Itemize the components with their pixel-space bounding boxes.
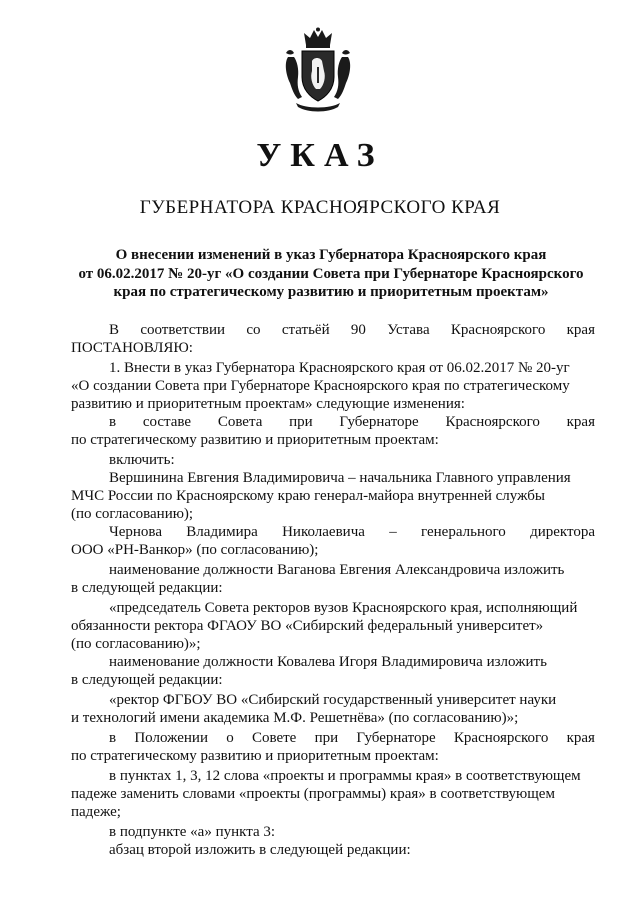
word: соответствии (140, 322, 226, 338)
word: Губернаторе (339, 414, 419, 430)
body-line: включить: (109, 452, 175, 468)
body-line: «председатель Совета ректоров вузов Красноярского края, исполняющий (109, 600, 578, 616)
body-line-justified (109, 729, 595, 748)
body-line: ООО «РН-Ванкор» (по согласованию); (71, 542, 319, 558)
word: генерального (421, 524, 506, 540)
word: Красноярского (445, 414, 540, 430)
body-line: по стратегическому развитию и приоритетным проектам: (71, 748, 439, 764)
body-line: падеже; (71, 804, 121, 820)
body-line: МЧС России по Красноярскому краю генерал-майора внутренней службы (71, 488, 545, 504)
word: в (109, 730, 117, 746)
word: в (109, 414, 117, 430)
body-line: в следующей редакции: (71, 672, 223, 688)
word: Николаевича (282, 524, 365, 540)
word: Устава (387, 322, 430, 338)
word: о (226, 730, 234, 746)
body-line-justified (109, 523, 595, 542)
word: Губернаторе (356, 730, 436, 746)
body-line: обязанности ректора ФГАОУ ВО «Сибирский федеральный университет» (71, 618, 544, 634)
body-line: наименование должности Ваганова Евгения Александровича изложить (109, 562, 565, 578)
heading-line: от 06.02.2017 № 20-уг «О создании Совета при Губернаторе Красноярского (78, 265, 584, 282)
decree-heading (66, 246, 596, 302)
body-line: по стратегическому развитию и приоритетным проектам: (71, 432, 439, 448)
body-line: 1. Внести в указ Губернатора Красноярского края от 06.02.2017 № 20-уг (109, 360, 570, 376)
word: Владимира (186, 524, 258, 540)
body-line: (по согласованию); (71, 506, 194, 522)
word: Совете (251, 730, 297, 746)
body-line: и технологий имени академика М.Ф. Решетнёва» (по согласованию)»; (71, 710, 519, 726)
document-title: УКАЗ (256, 137, 384, 174)
word: В (109, 322, 120, 338)
body-line: «ректор ФГБОУ ВО «Сибирский государственный университет науки (109, 692, 557, 708)
body-line: развитию и приоритетным проектам» следующие изменения: (71, 396, 465, 412)
word: Красноярского (453, 730, 549, 746)
word: края (566, 322, 595, 338)
body-line: (по согласованию)»; (71, 636, 201, 652)
word: края (566, 414, 595, 430)
body-line: в пунктах 1, 3, 12 слова «проекты и программы края» в соответствующем (109, 768, 581, 784)
word: Положении (134, 730, 208, 746)
body-line: в следующей редакции: (71, 580, 223, 596)
body-line: падеже заменить словами «проекты (программы) края» в соответствующем (71, 786, 555, 802)
heading-line: края по стратегическому развитию и приоритетным проектам» (113, 284, 549, 300)
body-line-justified (109, 321, 595, 340)
body-line: «О создании Совета при Губернаторе Красноярского края по стратегическому (71, 378, 570, 394)
body-line-justified (109, 413, 595, 432)
word: директора (530, 524, 595, 540)
body-line: наименование должности Ковалева Игоря Владимировича изложить (109, 654, 547, 670)
body-line: абзац второй изложить в следующей редакции: (109, 842, 411, 858)
word: Совета (217, 414, 263, 430)
body-line: Вершинина Евгения Владимировича – начальника Главного управления (109, 470, 571, 486)
word: составе (142, 414, 192, 430)
word: Красноярского (450, 322, 546, 338)
coat-of-arms-icon (282, 27, 354, 113)
heading-line: О внесении изменений в указ Губернатора Красноярского края (115, 247, 547, 263)
word: Чернова (109, 524, 162, 540)
word: статьёй (281, 322, 330, 338)
document-subtitle: ГУБЕРНАТОРА КРАСНОЯРСКОГО КРАЯ (139, 197, 501, 218)
body-line: ПОСТАНОВЛЯЮ: (71, 340, 193, 356)
word: при (314, 730, 339, 746)
word: – (389, 524, 397, 540)
word: 90 (350, 322, 366, 338)
word: при (289, 414, 313, 430)
word: края (566, 730, 595, 746)
body-line: в подпункте «а» пункта 3: (109, 824, 276, 840)
word: со (246, 322, 261, 338)
